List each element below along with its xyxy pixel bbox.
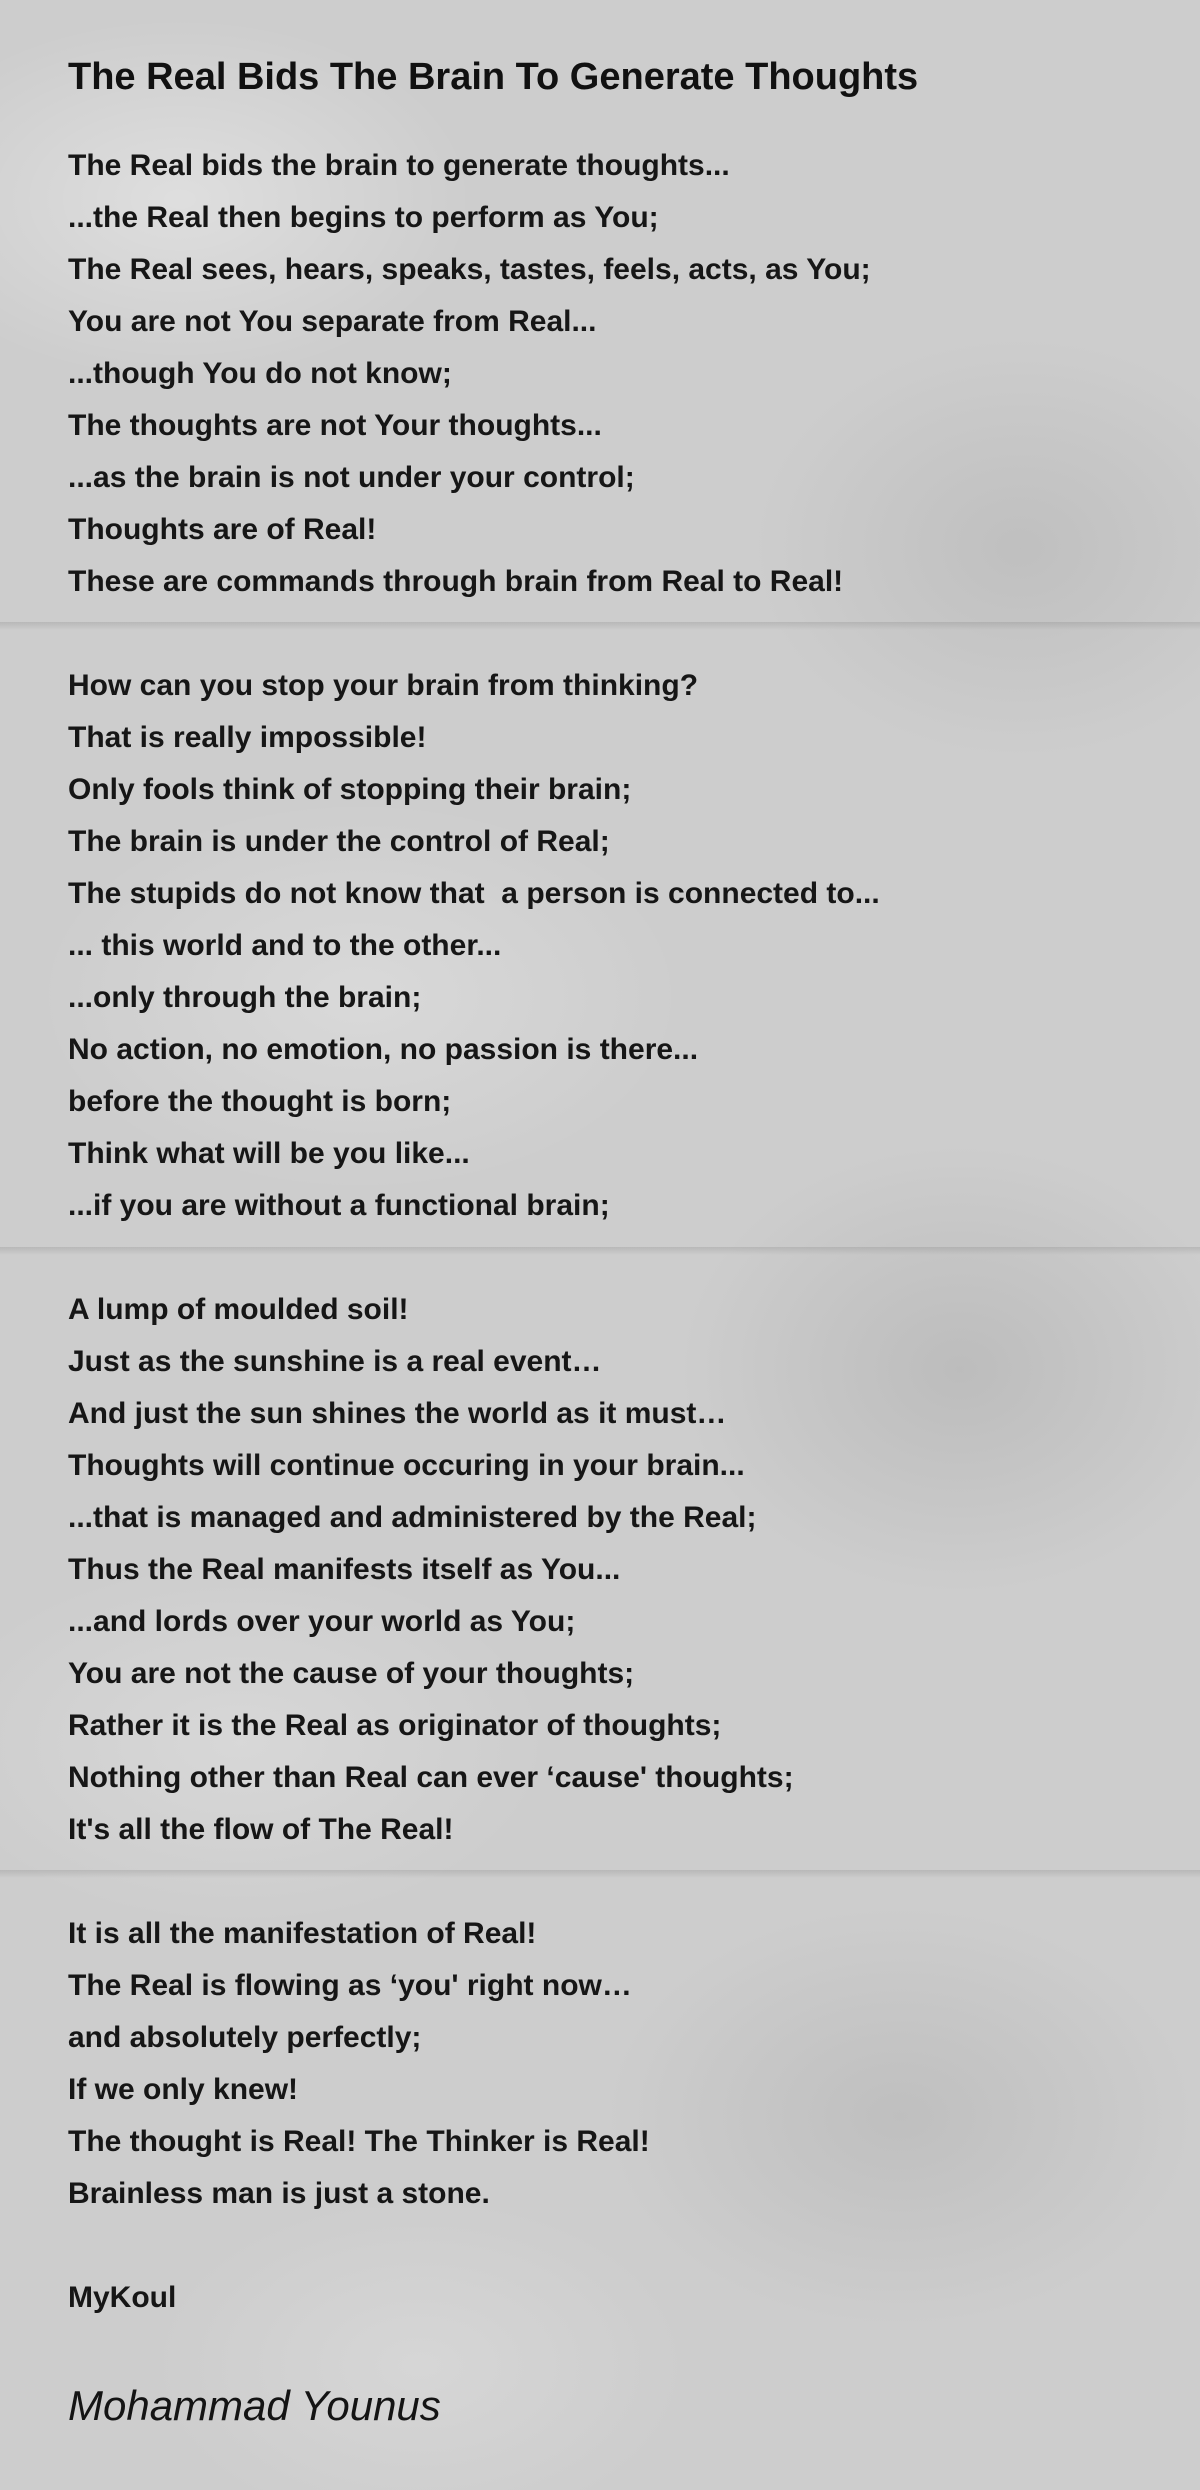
poem-line: ...and lords over your world as You; bbox=[68, 1605, 576, 1638]
poem-line: No action, no emotion, no passion is there... bbox=[68, 1033, 699, 1066]
poem-line: Thoughts are of Real! bbox=[68, 513, 377, 546]
poem-line: ...though You do not know; bbox=[68, 357, 452, 390]
poem-line: Brainless man is just a stone. bbox=[68, 2177, 490, 2210]
author-name: Mohammad Younus bbox=[68, 2382, 441, 2429]
poem-line: Thus the Real manifests itself as You... bbox=[68, 1553, 621, 1586]
poem-line: Thoughts will continue occuring in your brain... bbox=[68, 1449, 745, 1482]
poem-line: You are not You separate from Real... bbox=[68, 305, 597, 338]
poem-signature: MyKoul bbox=[68, 2281, 177, 2314]
stanza-3 bbox=[68, 1284, 1168, 1856]
poem-line: The brain is under the control of Real; bbox=[68, 825, 610, 858]
stanza-4 bbox=[68, 1908, 1168, 2220]
poem-line: It is all the manifestation of Real! bbox=[68, 1917, 537, 1950]
stanza-2 bbox=[68, 660, 1168, 1232]
poem-line: A lump of moulded soil! bbox=[68, 1293, 409, 1326]
poem-line: The stupids do not know that a person is connected to... bbox=[68, 877, 880, 910]
poem-line: and absolutely perfectly; bbox=[68, 2021, 422, 2054]
poem-line: Nothing other than Real can ever ‘cause' thoughts; bbox=[68, 1761, 794, 1794]
poem-line: ...as the brain is not under your control; bbox=[68, 461, 635, 494]
poem-line: ... this world and to the other... bbox=[68, 929, 502, 962]
poem-line: If we only knew! bbox=[68, 2073, 299, 2106]
poem-line: ...the Real then begins to perform as You; bbox=[68, 201, 659, 234]
poem-line: These are commands through brain from Real to Real! bbox=[68, 565, 844, 598]
poem-line: Just as the sunshine is a real event… bbox=[68, 1345, 602, 1378]
poem-line: How can you stop your brain from thinking? bbox=[68, 669, 699, 702]
poem-container bbox=[68, 50, 1168, 2436]
poem-line: That is really impossible! bbox=[68, 721, 427, 754]
poem-line: The thoughts are not Your thoughts... bbox=[68, 409, 602, 442]
poem-line: Think what will be you like... bbox=[68, 1137, 470, 1170]
poem-line: It's all the flow of The Real! bbox=[68, 1813, 454, 1846]
poem-line: Only fools think of stopping their brain; bbox=[68, 773, 632, 806]
poem-line: ...if you are without a functional brain; bbox=[68, 1189, 610, 1222]
poem-line: The Real bids the brain to generate thoughts... bbox=[68, 149, 730, 182]
poem-title: The Real Bids The Brain To Generate Thoughts bbox=[68, 56, 919, 98]
poem-line: Rather it is the Real as originator of thoughts; bbox=[68, 1709, 722, 1742]
stanza-1 bbox=[68, 140, 1168, 608]
poem-line: ...only through the brain; bbox=[68, 981, 422, 1014]
poem-line: ...that is managed and administered by the Real; bbox=[68, 1501, 757, 1534]
poem-line: The Real sees, hears, speaks, tastes, feels, acts, as You; bbox=[68, 253, 871, 286]
poem-line: And just the sun shines the world as it must… bbox=[68, 1397, 727, 1430]
poem-line: You are not the cause of your thoughts; bbox=[68, 1657, 635, 1690]
poem-line: The thought is Real! The Thinker is Real! bbox=[68, 2125, 650, 2158]
poem-line: before the thought is born; bbox=[68, 1085, 452, 1118]
poem-line: The Real is flowing as ‘you' right now… bbox=[68, 1969, 632, 2002]
